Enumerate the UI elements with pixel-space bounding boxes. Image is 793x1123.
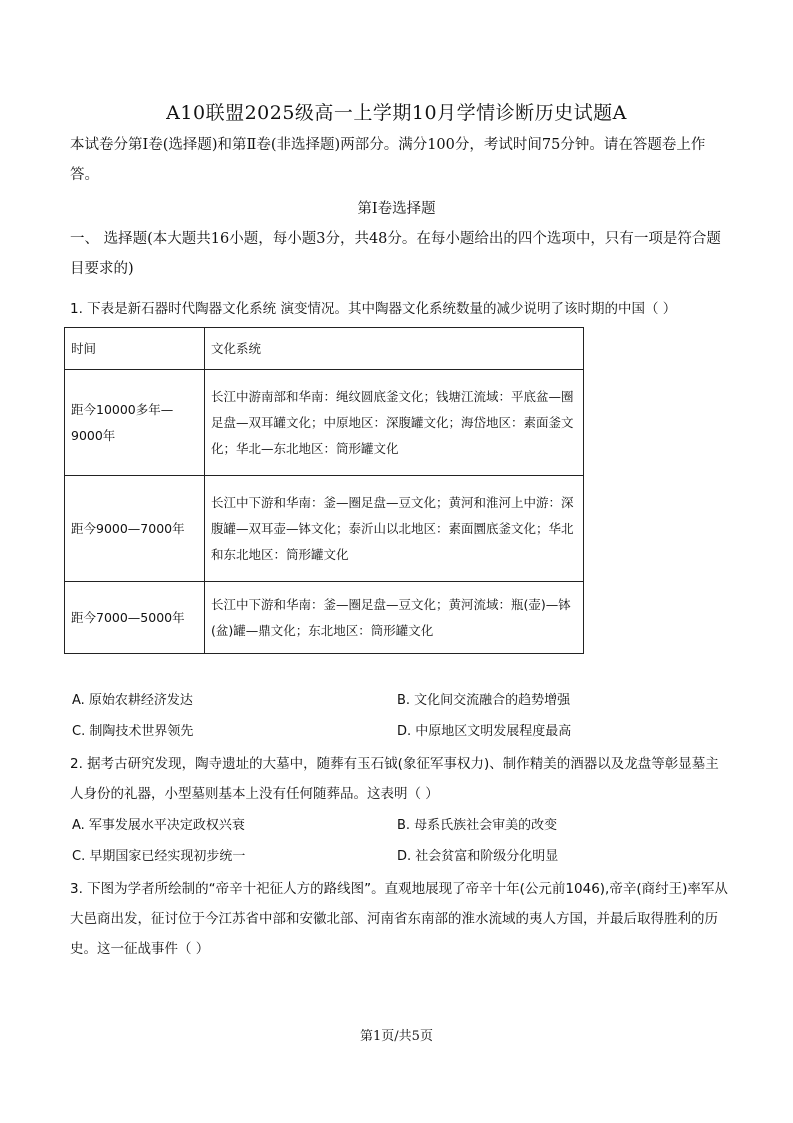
page-footer: 第1页/共5页 — [360, 1029, 433, 1044]
q2-option-c[interactable]: C. 早期国家已经实现初步统一 — [72, 849, 246, 864]
table-cell-culture: 长江中游南部和华南：绳纹圆底釜文化；钱塘江流域：平底盆—圈足盘—双耳罐文化；中原地区：深腹罐文化；海岱地区：素面釜文化；华北—东北地区：筒形罐文化 — [205, 370, 584, 476]
table-header-row — [65, 328, 584, 370]
table-row — [65, 476, 584, 582]
q2-option-a[interactable]: A. 军事发展水平决定政权兴衰 — [72, 818, 245, 833]
q1-option-a[interactable]: A. 原始农耕经济发达 — [72, 693, 193, 708]
exam-intro: 本试卷分第Ⅰ卷(选择题)和第Ⅱ卷(非选择题)两部分。满分100分，考试时间75分钟。请在答题卷上作答。 — [70, 137, 706, 183]
table-header-time: 时间 — [65, 328, 205, 370]
q2-option-d[interactable]: D. 社会贫富和阶级分化明显 — [397, 849, 559, 864]
q1-option-b[interactable]: B. 文化间交流融合的趋势增强 — [397, 693, 571, 708]
q2-option-b[interactable]: B. 母系氏族社会审美的改变 — [397, 818, 558, 833]
question-1-stem: 1. 下表是新石器时代陶器文化系统 演变情况。其中陶器文化系统数量的减少说明了该时期的中国（ ） — [70, 301, 677, 317]
q1-option-c[interactable]: C. 制陶技术世界领先 — [72, 724, 194, 739]
q1-option-d[interactable]: D. 中原地区文明发展程度最高 — [397, 724, 572, 739]
exam-title: A10联盟2025级高一上学期10月学情诊断历史试题A — [166, 102, 627, 124]
table-row — [65, 582, 584, 654]
table-cell-time: 距今7000—5000年 — [65, 582, 205, 654]
section-title: 第Ⅰ卷选择题 — [357, 201, 436, 217]
table-cell-time: 距今9000—7000年 — [65, 476, 205, 582]
table-row — [65, 370, 584, 476]
table-cell-time: 距今10000多年—9000年 — [65, 370, 205, 476]
question-3-stem: 3. 下图为学者所绘制的“帝辛十祀征人方的路线图”。直观地展现了帝辛十年(公元前1046),帝辛(商纣王)率军从大邑商出发，征讨位于今江苏省中部和安徽北部、河南省东南部的淮水流域的夷人方国，并最后取得胜利的历史。这一征战事件（ ） — [70, 881, 728, 957]
table-cell-culture: 长江中下游和华南：釜—圈足盘—豆文化；黄河流域：瓶(壶)—钵(盆)罐—鼎文化；东北地区：筒形罐文化 — [205, 582, 584, 654]
table-cell-culture: 长江中下游和华南：釜—圈足盘—豆文化；黄河和淮河上中游：深腹罐—双耳壶—钵文化；泰沂山以北地区：素面圜底釜文化；华北和东北地区：筒形罐文化 — [205, 476, 584, 582]
section-intro: 一、 选择题(本大题共16小题，每小题3分，共48分。在每小题给出的四个选项中，只有一项是符合题目要求的) — [70, 231, 721, 277]
question-2-stem: 2. 据考古研究发现，陶寺遗址的大墓中，随葬有玉石钺(象征军事权力)、制作精美的酒器以及龙盘等彰显墓主人身份的礼器，小型墓则基本上没有任何随葬品。这表明（ ） — [70, 756, 719, 802]
culture-table — [64, 327, 584, 654]
table-header-culture: 文化系统 — [205, 328, 584, 370]
